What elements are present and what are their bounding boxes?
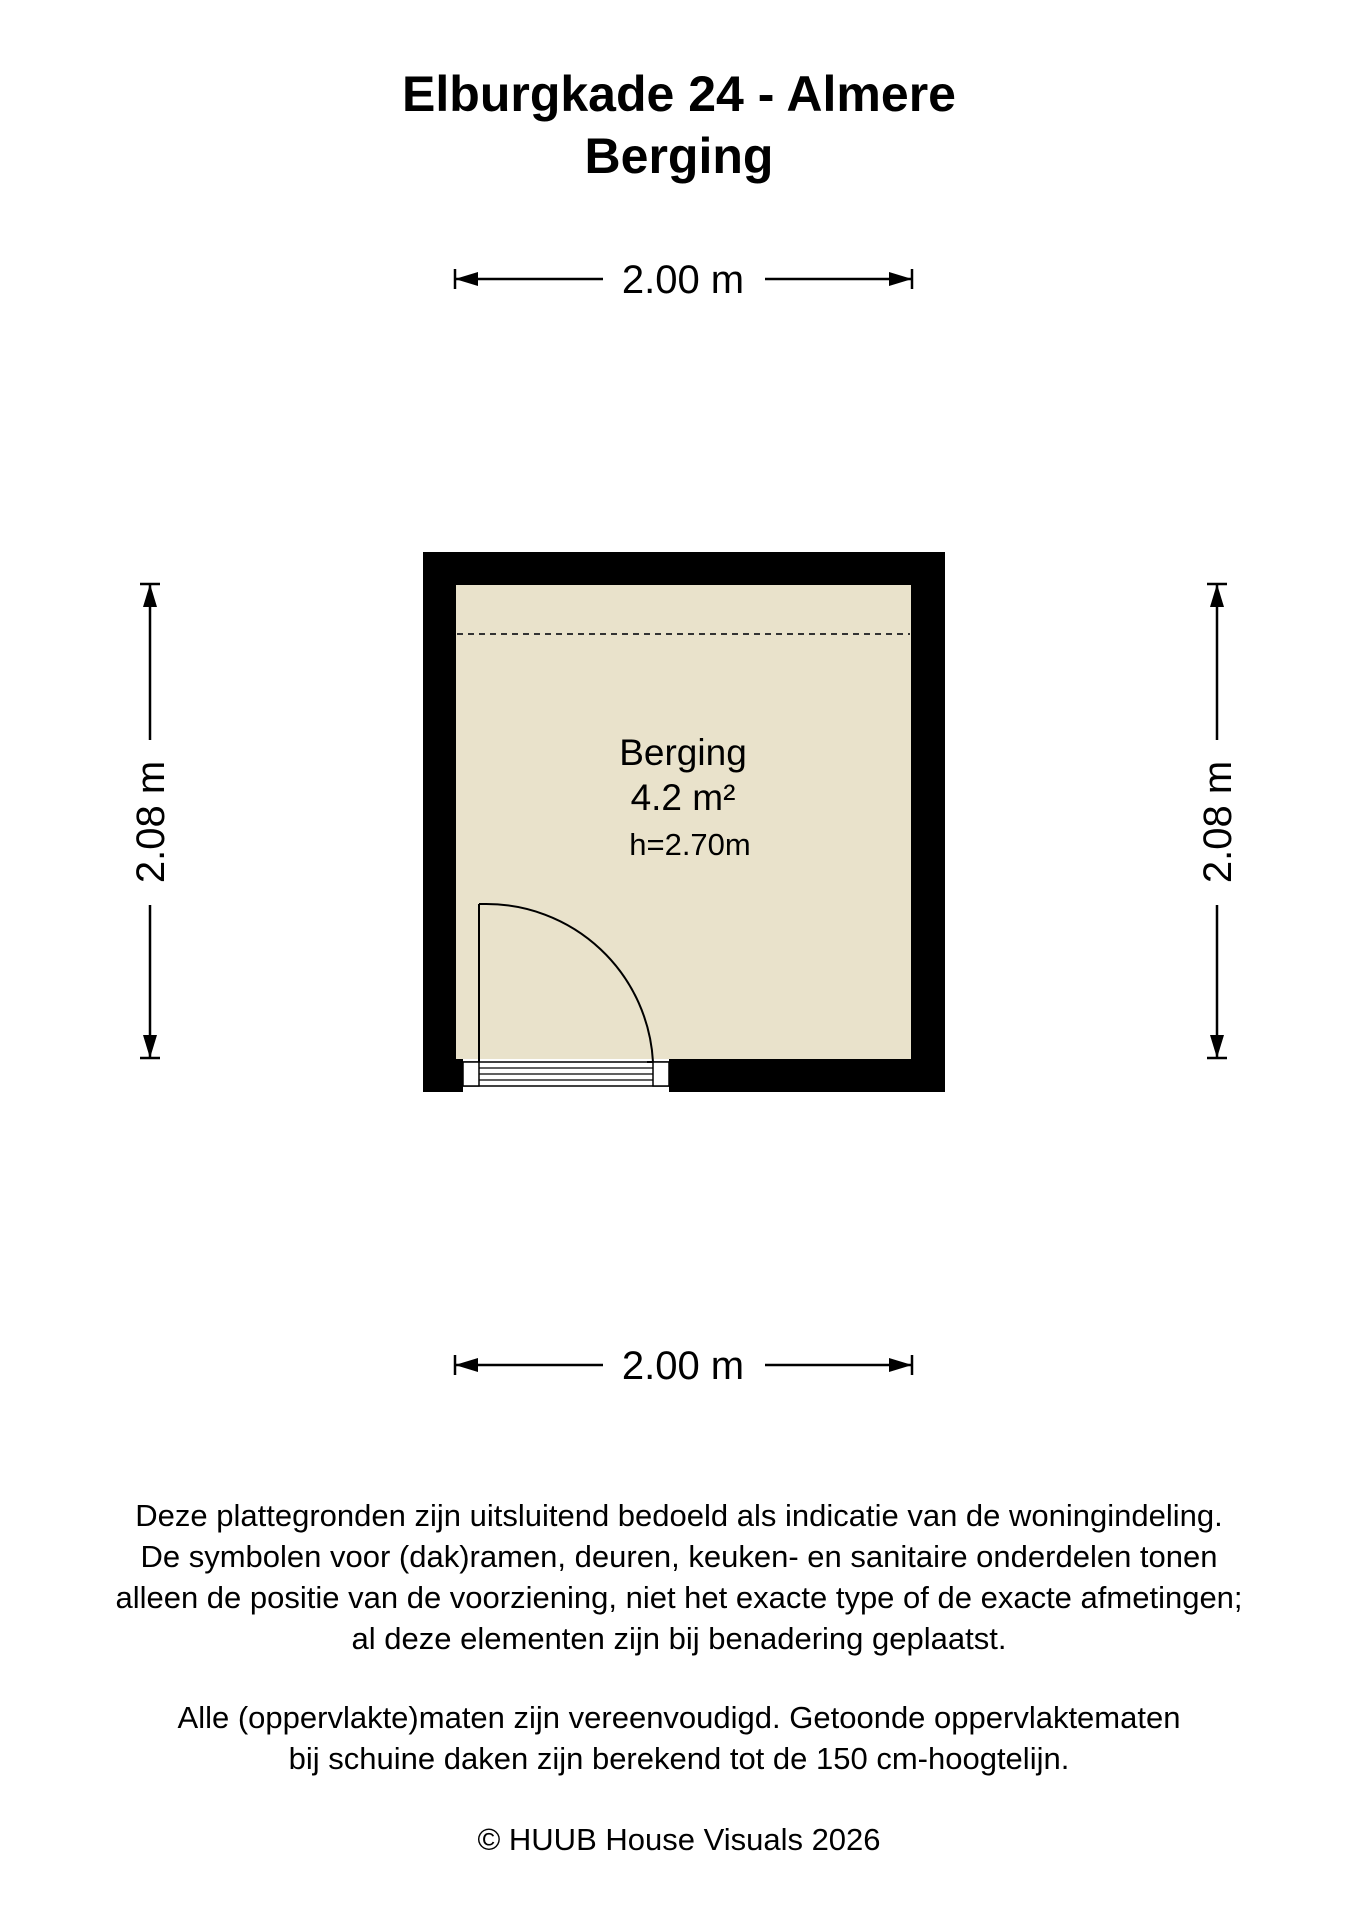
disclaimer-line: Deze plattegronden zijn uitsluitend bedoeld als indicatie van de woningindeling. xyxy=(135,1498,1223,1533)
room-berging xyxy=(423,552,945,1092)
copyright-notice: © HUUB House Visuals 2026 xyxy=(477,1822,881,1857)
disclaimer-line: alleen de positie van de voorziening, niet het exacte type of de exacte afmetingen; xyxy=(115,1580,1243,1615)
room-height-label: h=2.70m xyxy=(629,827,751,862)
dimension-right-label: 2.08 m xyxy=(1196,760,1240,884)
room-floor xyxy=(456,585,911,1059)
disclaimer-line: De symbolen voor (dak)ramen, deuren, keuken- en sanitaire onderdelen tonen xyxy=(140,1539,1218,1574)
disclaimer-paragraph-1 xyxy=(0,1495,1358,1659)
plan-title-address: Elburgkade 24 - Almere xyxy=(402,66,956,122)
room-area-label: 4.2 m² xyxy=(630,777,736,818)
disclaimer-paragraph-2 xyxy=(0,1697,1358,1779)
dimension-left-label: 2.08 m xyxy=(129,760,173,884)
plan-title-floor: Berging xyxy=(584,128,774,184)
dimension-left xyxy=(129,584,173,1058)
room-name-label: Berging xyxy=(619,732,747,773)
dimension-bottom-label: 2.00 m xyxy=(621,1344,745,1388)
disclaimer-line: al deze elementen zijn bij benadering geplaatst. xyxy=(351,1621,1007,1656)
dimension-top-label: 2.00 m xyxy=(621,258,745,302)
dimension-bottom xyxy=(455,1344,912,1388)
disclaimer-line: bij schuine daken zijn berekend tot de 150 cm-hoogtelijn. xyxy=(288,1741,1070,1776)
dimension-right xyxy=(1196,584,1240,1058)
disclaimer-line: Alle (oppervlakte)maten zijn vereenvoudigd. Getoonde oppervlaktematen xyxy=(177,1700,1181,1735)
dimension-top xyxy=(455,258,912,302)
